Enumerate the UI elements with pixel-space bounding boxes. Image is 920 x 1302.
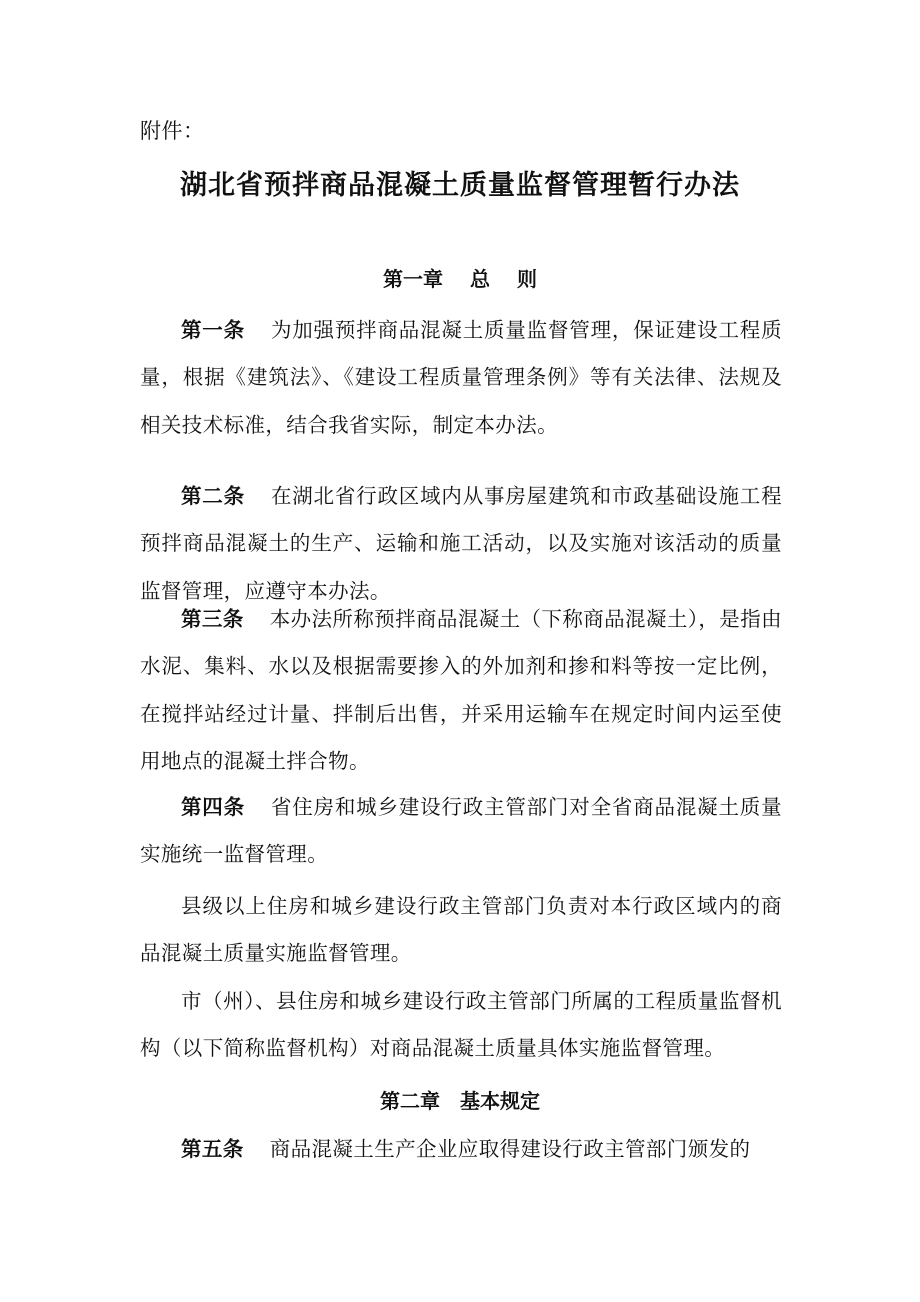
document-title: 湖北省预拌商品混凝土质量监督管理暂行办法 [180,170,740,201]
article-5-text: 商品混凝土生产企业应取得建设行政主管部门颁发的 [269,1137,751,1161]
article-4-text: 省住房和城乡建设行政主管部门对全省商品混凝土质量实施统一监督管理。 [140,795,782,867]
article-1 [140,307,782,449]
article-2-text: 在湖北省行政区域内从事房屋建筑和市政基础设施工程预拌商品混凝土的生产、运输和施工活动，以及实施对该活动的质量监督管理，应遵守本办法。 [140,484,782,603]
article-2-label: 第二条 [181,484,245,508]
chapter-2-heading: 第二章 基本规定 [380,1089,540,1113]
article-3 [140,596,782,785]
article-3-text: 本办法所称预拌商品混凝土（下称商品混凝土），是指由水泥、集料、水以及根据需要掺入的外加剂和掺和料等按一定比例，在搅拌站经过计量、拌制后出售，并采用运输车在规定时间内运至使用地点的混凝土拌合物。 [140,607,783,773]
article-1-text: 为加强预拌商品混凝土质量监督管理，保证建设工程质量，根据《建筑法》、《建设工程质量管理条例》等有关法律、法规及相关技术标准，结合我省实际，制定本办法。 [140,318,782,437]
chapter-1-heading: 第一章 总 则 [383,267,537,291]
paragraph-county-supervision: 县级以上住房和城乡建设行政主管部门负责对本行政区域内的商品混凝土质量实施监督管理。 [140,894,782,966]
article-4 [140,784,782,879]
annex-label: 附件： [140,119,205,143]
article-3-label: 第三条 [181,607,244,631]
article-5-label: 第五条 [181,1137,244,1161]
article-2 [140,473,782,615]
article-1-label: 第一条 [181,318,245,342]
article-4-label: 第四条 [181,795,245,819]
paragraph-city-supervision: 市（州）、县住房和城乡建设行政主管部门所属的工程质量监督机构（以下简称监督机构）对商品混凝土质量具体实施监督管理。 [140,989,782,1061]
article-5 [140,1126,782,1174]
